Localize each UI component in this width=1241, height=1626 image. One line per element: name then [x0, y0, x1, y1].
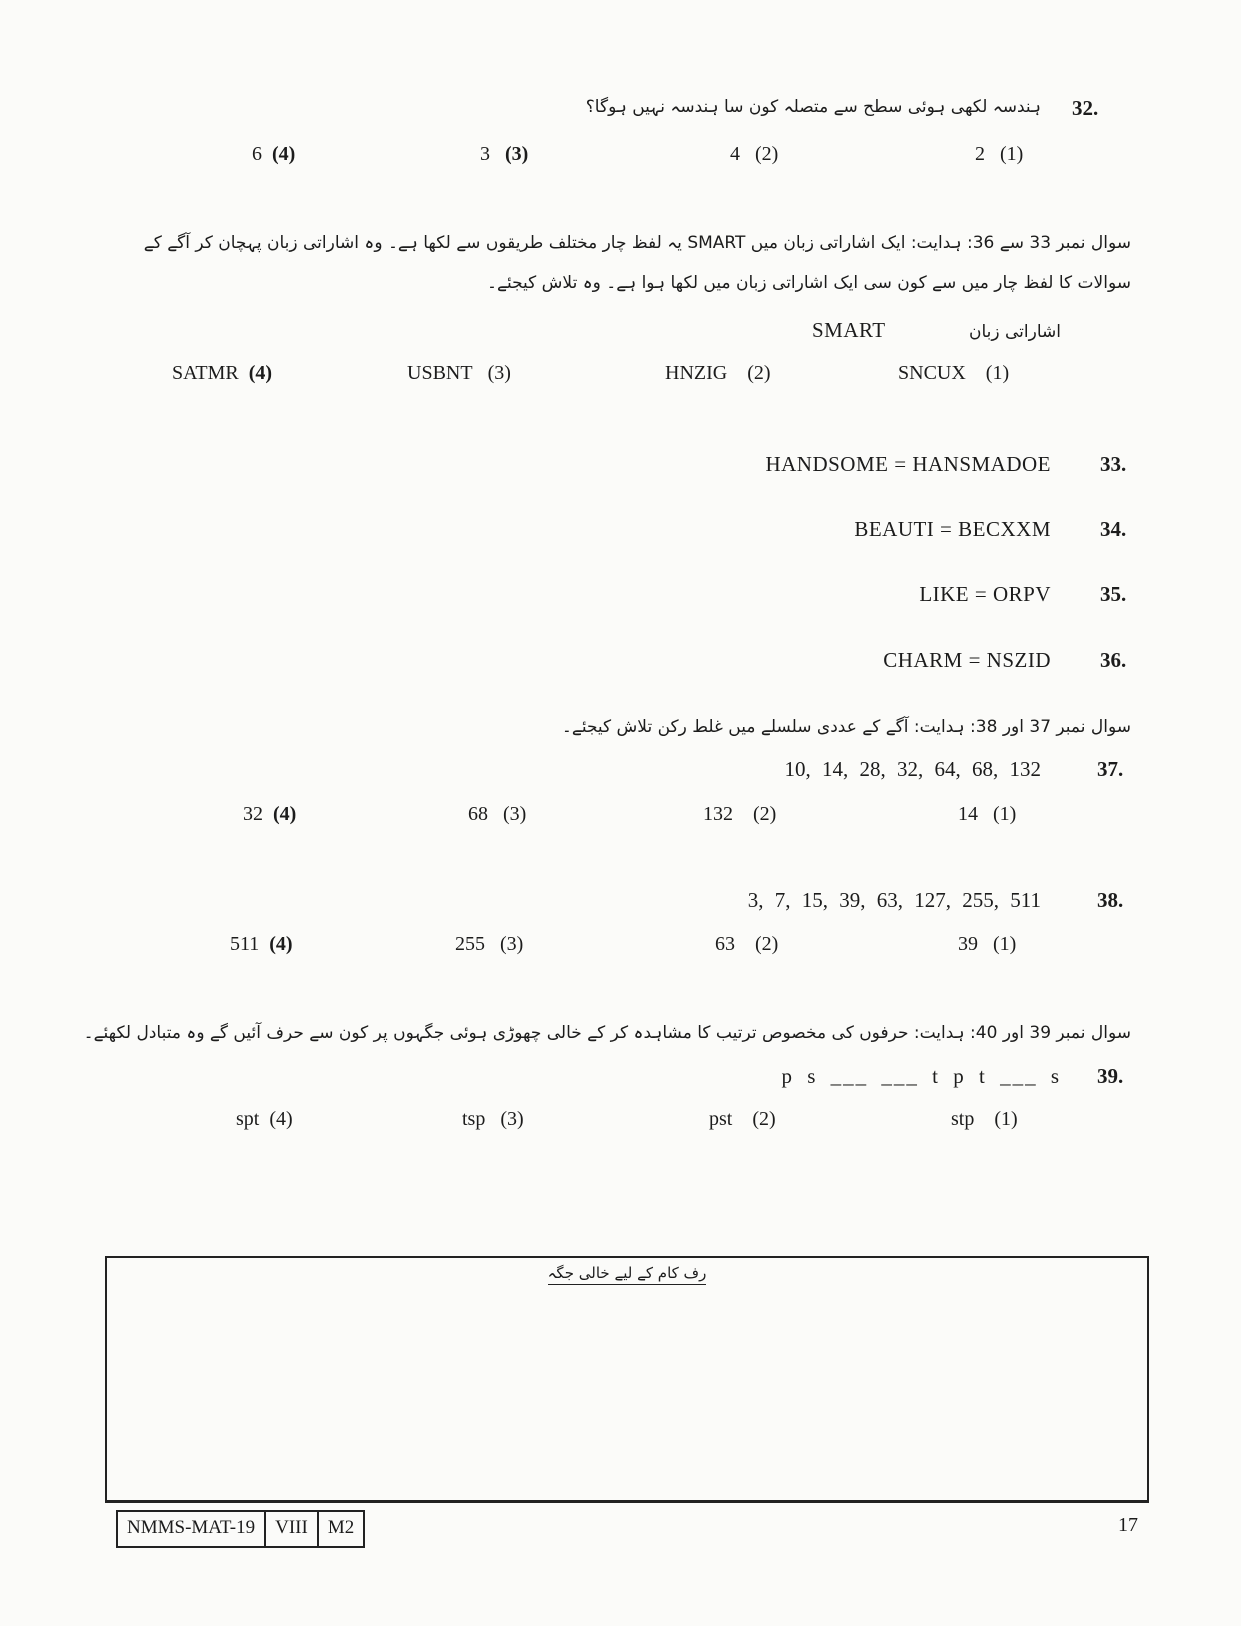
- option-3: [468, 803, 526, 826]
- option-label: (3): [505, 143, 529, 165]
- option-label: (2): [747, 362, 771, 384]
- option-label: (3): [503, 803, 527, 825]
- question-36-text: CHARM = NSZID: [883, 648, 1051, 672]
- option-4: [236, 1108, 293, 1131]
- option-4: [172, 362, 272, 385]
- option-label: (3): [500, 1108, 524, 1130]
- option-label: (1): [1000, 143, 1024, 165]
- option-1: [951, 1108, 1018, 1131]
- class-code: VIII: [266, 1512, 319, 1546]
- option-2: [665, 362, 771, 385]
- option-value: 2: [975, 143, 985, 165]
- code-language-label: اشاراتی زبان: [969, 322, 1061, 342]
- option-label: (4): [248, 362, 273, 384]
- option-4: [230, 933, 293, 956]
- option-3: [480, 143, 528, 166]
- option-2: [709, 1108, 776, 1131]
- option-4: [243, 803, 296, 826]
- option-2: [703, 803, 776, 826]
- option-value: 3: [480, 143, 490, 165]
- option-3: [455, 933, 523, 956]
- option-value: 39: [958, 933, 978, 955]
- option-value: HNZIG: [665, 362, 728, 384]
- option-label: (4): [272, 143, 296, 165]
- rough-work-box: [105, 1256, 1149, 1503]
- option-2: [715, 933, 778, 956]
- question-number: 38.: [1097, 888, 1124, 912]
- option-value: 4: [730, 143, 740, 165]
- number-series: 3, 7, 15, 39, 63, 127, 255, 511: [747, 888, 1041, 912]
- instruction: سوال نمبر 37 اور 38: ہدایت: آگے کے عددی سلسلے میں غلط رکن تلاش کیجئے۔: [561, 717, 1131, 737]
- question-33-number: 33.: [1100, 452, 1127, 476]
- instruction-line-2: سوالات کا لفظ چار میں سے کون سی ایک اشاراتی زبان میں لکھا ہوا ہے۔ وہ تلاش کیجئے۔: [487, 273, 1131, 293]
- option-value: spt: [236, 1108, 260, 1130]
- option-value: SATMR: [172, 362, 239, 384]
- option-value: 511: [230, 933, 260, 955]
- question-34-number: 34.: [1100, 517, 1127, 541]
- option-label: (2): [755, 933, 779, 955]
- code-word: SMART: [812, 318, 886, 342]
- option-1: [958, 803, 1016, 826]
- option-value: 14: [958, 803, 978, 825]
- option-label: (1): [993, 933, 1017, 955]
- option-label: (2): [753, 803, 777, 825]
- option-3: [462, 1108, 524, 1131]
- option-value: 132: [703, 803, 733, 825]
- letter-series: p s ___ ___ t p t ___ s: [781, 1064, 1061, 1088]
- option-label: (2): [755, 143, 779, 165]
- paper-code-box: [116, 1510, 365, 1548]
- question-34-text: BEAUTI = BECXXM: [854, 517, 1051, 541]
- option-label: (3): [487, 362, 511, 384]
- option-value: 63: [715, 933, 735, 955]
- option-3: [407, 362, 511, 385]
- option-value: pst: [709, 1108, 733, 1130]
- option-label: (1): [994, 1108, 1018, 1130]
- question-35-number: 35.: [1100, 582, 1127, 606]
- option-label: (4): [269, 1108, 293, 1130]
- option-1: [975, 143, 1023, 166]
- option-value: USBNT: [407, 362, 473, 384]
- option-value: SNCUX: [898, 362, 966, 384]
- option-label: (3): [500, 933, 524, 955]
- option-label: (4): [273, 803, 297, 825]
- number-series: 10, 14, 28, 32, 64, 68, 132: [784, 757, 1041, 781]
- option-value: 68: [468, 803, 488, 825]
- question-35-text: LIKE = ORPV: [919, 582, 1051, 606]
- option-value: tsp: [462, 1108, 486, 1130]
- option-value: 6: [252, 143, 262, 165]
- page-number: 17: [1118, 1514, 1138, 1536]
- medium-code: M2: [327, 1517, 355, 1538]
- option-value: 32: [243, 803, 263, 825]
- question-33-text: HANDSOME = HANSMADOE: [765, 452, 1051, 476]
- question-36-number: 36.: [1100, 648, 1127, 672]
- rough-work-title: رف کام کے لیے خالی جگہ: [107, 1264, 1147, 1282]
- option-1: [958, 933, 1016, 956]
- paper-code: NMMS-MAT-19: [118, 1512, 266, 1546]
- option-label: (2): [752, 1108, 776, 1130]
- instruction: سوال نمبر 39 اور 40: ہدایت: حرفوں کی مخصوص ترتیب کا مشاہدہ کر کے خالی چھوڑی ہوئی جگہوں پر کون سے حرف آئیں گے وہ متبادل لکھئے۔: [83, 1023, 1131, 1043]
- option-4: [252, 143, 295, 166]
- option-value: 255: [455, 933, 485, 955]
- option-2: [730, 143, 778, 166]
- option-value: stp: [951, 1108, 975, 1130]
- question-number: 39.: [1097, 1064, 1124, 1088]
- option-1: [898, 362, 1009, 385]
- option-label: (1): [985, 362, 1010, 384]
- question-text: ہندسہ لکھی ہوئی سطح سے متصلہ کون سا ہندسہ نہیں ہوگا؟: [585, 97, 1041, 117]
- option-label: (4): [269, 933, 293, 955]
- question-number: 32.: [1072, 96, 1099, 120]
- option-label: (1): [993, 803, 1017, 825]
- instruction-line-1: سوال نمبر 33 سے 36: ہدایت: ایک اشاراتی زبان میں SMART یہ لفظ چار مختلف طریقوں سے لکھا ہے۔ وہ اشاراتی زبان پہچان کر آگے کے: [143, 233, 1131, 253]
- question-number: 37.: [1097, 757, 1124, 781]
